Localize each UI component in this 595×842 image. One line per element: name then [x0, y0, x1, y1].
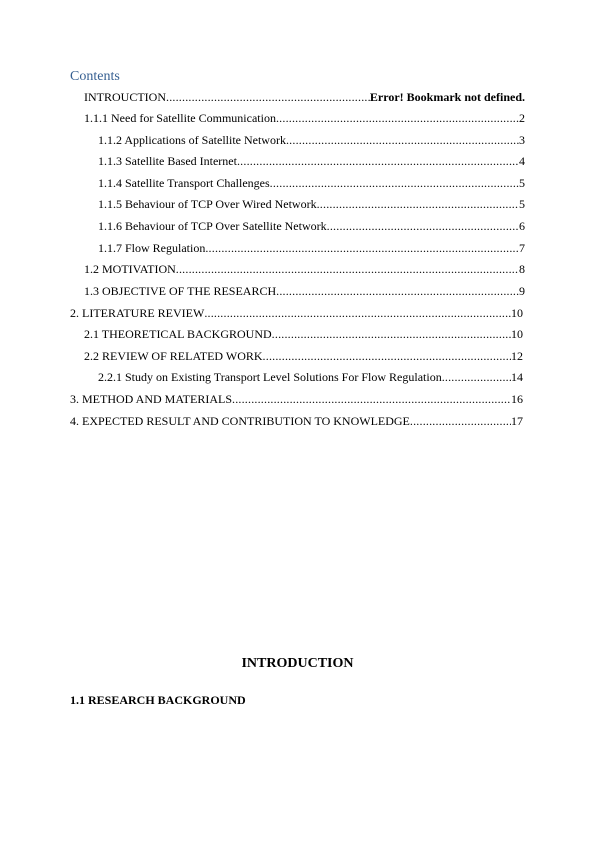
toc-entry-page: 10	[511, 306, 523, 320]
toc-entry-text: 2.1 THEORETICAL BACKGROUND	[84, 327, 272, 341]
toc-entry-1-1-7[interactable]	[98, 240, 525, 256]
subsection-title: 1.1 RESEARCH BACKGROUND	[70, 693, 246, 707]
toc-heading: Contents	[70, 69, 120, 84]
toc-entry-text: 1.1.2 Applications of Satellite Network	[98, 133, 286, 147]
toc-entry-page: 3	[519, 133, 525, 147]
toc-dot-leader	[176, 261, 519, 277]
toc-entry-page: 5	[519, 176, 525, 190]
toc-entry-1-1-3[interactable]	[98, 153, 525, 169]
toc-entry-page: 17	[511, 414, 523, 428]
toc-entry-text: 1.2 MOTIVATION	[84, 262, 176, 276]
toc-entry-text: 2.2 REVIEW OF RELATED WORK	[84, 349, 263, 363]
section-title: INTRODUCTION	[241, 656, 354, 671]
toc-dot-leader	[317, 196, 519, 212]
toc-entry-text: 1.1.4 Satellite Transport Challenges	[98, 176, 270, 190]
toc-dot-leader	[204, 305, 511, 321]
toc-dot-leader	[263, 348, 511, 364]
toc-entry-1-1-1[interactable]	[84, 110, 525, 126]
toc-entry-1-1-5[interactable]	[98, 196, 525, 212]
toc-entry-2[interactable]	[70, 305, 523, 321]
toc-entry-text: 1.1.3 Satellite Based Internet	[98, 154, 237, 168]
toc-dot-leader	[205, 240, 519, 256]
toc-entry-2-1[interactable]	[84, 326, 523, 342]
toc-dot-leader	[276, 283, 519, 299]
toc-dot-leader	[270, 175, 519, 191]
toc-entry-page: 8	[519, 262, 525, 276]
toc-dot-leader	[442, 369, 511, 385]
toc-entry-page: 16	[511, 392, 523, 406]
toc-entry-1-2[interactable]	[84, 261, 525, 277]
toc-entry-1-1-2[interactable]	[98, 132, 525, 148]
toc-dot-leader	[272, 326, 511, 342]
toc-dot-leader	[327, 218, 519, 234]
toc-entry-page: 2	[519, 111, 525, 125]
toc-entry-page: 4	[519, 154, 525, 168]
toc-entry-page: 14	[511, 370, 523, 384]
toc-entry-2-2-1[interactable]	[98, 369, 523, 385]
toc-entry-page: 12	[511, 349, 523, 363]
toc-entry-text: 1.3 OBJECTIVE OF THE RESEARCH	[84, 284, 277, 298]
toc-entry-text: 1.1.1 Need for Satellite Communication	[84, 111, 276, 125]
toc-dot-leader	[286, 132, 519, 148]
toc-entry-text: 3. METHOD AND MATERIALS	[70, 392, 232, 406]
toc-entry-1-1-4[interactable]	[98, 175, 525, 191]
toc-entry-text: 2.2.1 Study on Existing Transport Level Solutions For Flow Regulation	[98, 370, 442, 384]
toc-dot-leader	[410, 413, 511, 429]
toc-dot-leader	[237, 153, 519, 169]
toc-entry-2-2[interactable]	[84, 348, 523, 364]
toc-entry-page: 6	[519, 219, 525, 233]
toc-entry-page: 10	[511, 327, 523, 341]
toc-entry-text: 2. LITERATURE REVIEW	[70, 306, 205, 320]
toc-entry-text: 1.1.5 Behaviour of TCP Over Wired Network	[98, 197, 317, 211]
toc-dot-leader	[166, 89, 370, 105]
toc-dot-leader	[232, 391, 511, 407]
toc-entry-page: 5	[519, 197, 525, 211]
toc-entry-4[interactable]	[70, 413, 523, 429]
toc-entry-1-3[interactable]	[84, 283, 525, 299]
toc-entry-text: 1.1.7 Flow Regulation	[98, 241, 206, 255]
toc-entry-introuction[interactable]	[84, 89, 525, 105]
toc-entry-text: 4. EXPECTED RESULT AND CONTRIBUTION TO KNOWLEDGE	[70, 414, 410, 428]
toc-entry-3[interactable]	[70, 391, 523, 407]
toc-entry-page: 9	[519, 284, 525, 298]
toc-entry-text: INTROUCTION	[84, 90, 166, 104]
toc-entry-page: Error! Bookmark not defined.	[369, 90, 525, 104]
toc-entry-page: 7	[519, 241, 525, 255]
toc-dot-leader	[276, 110, 519, 126]
toc-entry-text: 1.1.6 Behaviour of TCP Over Satellite Network	[98, 219, 327, 233]
toc-entry-1-1-6[interactable]	[98, 218, 525, 234]
